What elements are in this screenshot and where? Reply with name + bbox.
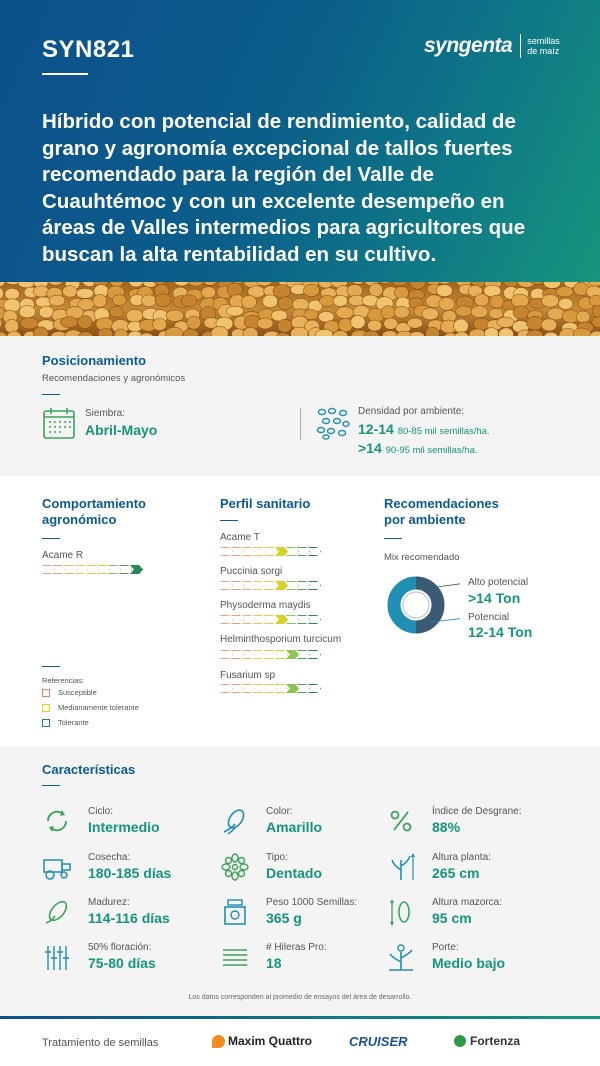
- trait-name: Fusarium sp: [220, 670, 276, 681]
- caracteristica-value: Intermedio: [88, 819, 160, 835]
- treatment-label: Tratamiento de semillas: [42, 1037, 159, 1049]
- legend-rule: [42, 666, 60, 667]
- plant-height-icon: [386, 852, 416, 882]
- legend-swatch: [42, 719, 50, 727]
- seed-density-icon: [316, 406, 350, 440]
- section-rule: [42, 538, 60, 539]
- caracteristica-label: Peso 1000 Semillas:: [266, 897, 358, 908]
- flowering-icon: [42, 942, 72, 972]
- recomendaciones-title-2: por ambiente: [384, 512, 466, 527]
- caracteristica-value: 75-80 días: [88, 955, 156, 971]
- corn-kernels-image: [0, 282, 600, 336]
- densidad-row-1: [358, 421, 490, 437]
- perfil-title: Perfil sanitario: [220, 496, 311, 511]
- densidad-2-detail: 90-95 mil semillas/ha.: [385, 445, 478, 456]
- caracteristica-value: 265 cm: [432, 865, 480, 881]
- recomendaciones-title-1: Recomendaciones: [384, 496, 499, 511]
- caracteristica-label: Altura planta:: [432, 852, 491, 863]
- syngenta-logo: [424, 34, 560, 58]
- densidad-1-value: 12-14: [358, 421, 394, 437]
- cycle-icon: [42, 806, 72, 836]
- donut-inner-ring: [403, 592, 429, 618]
- caracteristica-value: 88%: [432, 819, 461, 835]
- title-rule: [42, 73, 88, 75]
- trait-name: Helminthosporium turcicum: [220, 634, 342, 645]
- trait-scale: [220, 650, 319, 659]
- posicionamiento-subtitle: Recomendaciones y agronómicos: [42, 373, 186, 384]
- densidad-2-value: >14: [358, 440, 382, 456]
- footer-bar: [0, 1016, 600, 1019]
- trait-name: Puccinia sorgi: [220, 566, 283, 577]
- brand-maxim-label: Maxim Quattro: [228, 1034, 313, 1048]
- harvester-icon: [42, 852, 72, 882]
- section-rule: [384, 538, 402, 539]
- comportamiento-title: [42, 496, 146, 528]
- mix-subtitle: Mix recomendado: [384, 552, 460, 563]
- caracteristica-value: Amarillo: [266, 819, 323, 835]
- donut-slice-potencial: [394, 583, 416, 627]
- caracteristica-label: Color:: [266, 806, 293, 817]
- legend-swatch: [42, 704, 50, 712]
- trait-scale: [220, 547, 319, 556]
- trait-acame-r-name: Acame R: [42, 550, 84, 561]
- calendar-icon: [42, 406, 76, 440]
- kernel-type-icon: [220, 852, 250, 882]
- maxim-drop-icon: [212, 1035, 225, 1048]
- trait-acame-r-scale: [42, 565, 141, 574]
- potencial-value: 12-14 Ton: [468, 624, 533, 640]
- trait-scale: [220, 615, 319, 624]
- brand-fortenza: [454, 1034, 520, 1048]
- logo-sub-line-2: de maíz: [527, 46, 560, 56]
- caracteristica-value: 180-185 días: [88, 865, 172, 881]
- donut-slice-alto-potencial: [416, 583, 438, 627]
- corn-kernels-texture: [0, 282, 600, 336]
- densidad-1-detail: 80-85 mil semillas/ha.: [397, 426, 490, 437]
- logo-separator: [520, 34, 521, 58]
- trait-scale: [220, 581, 319, 590]
- trait-name: Physoderma maydis: [220, 600, 311, 611]
- legend-susceptible: [42, 688, 97, 697]
- percent-icon: [386, 806, 416, 836]
- rows-icon: [220, 942, 250, 972]
- logo-subtitle: [527, 36, 560, 56]
- caracteristica-label: Ciclo:: [88, 806, 114, 817]
- header-banner: [0, 0, 600, 282]
- legend-medianamente: [42, 703, 139, 712]
- scale-chevron: [220, 650, 233, 659]
- trait-scale: [220, 684, 319, 693]
- scale-icon: [220, 897, 250, 927]
- section-rule: [42, 785, 60, 786]
- caracteristicas-section: [0, 746, 600, 1016]
- product-name: SYN821: [42, 36, 135, 63]
- footnote: Los datos corresponden al promedio de ensayos del área de desarrollo.: [188, 994, 412, 1001]
- logo-word: syngenta: [424, 34, 513, 57]
- mix-donut-chart: [380, 570, 460, 640]
- siembra-label: Siembra:: [85, 408, 126, 419]
- legend-label: Medianamente tolerante: [58, 703, 139, 712]
- caracteristica-label: Altura mazorca:: [432, 897, 503, 908]
- densidad-row-2: [358, 440, 478, 456]
- scale-chevron: [220, 547, 233, 556]
- legend-tolerante: [42, 718, 89, 727]
- legend-swatch: [42, 689, 50, 697]
- cob-height-icon: [386, 897, 416, 927]
- densidad-label: Densidad por ambiente:: [358, 406, 465, 417]
- brand-maxim-quattro: [212, 1034, 312, 1048]
- caracteristica-label: Madurez:: [88, 897, 130, 908]
- brand-fortenza-label: Fortenza: [470, 1034, 521, 1048]
- caracteristica-value: Medio bajo: [432, 955, 506, 971]
- comportamiento-title-1: Comportamiento: [42, 496, 146, 511]
- caracteristica-value: 114-116 días: [88, 910, 170, 926]
- scale-chevron: [220, 684, 233, 693]
- caracteristica-label: Índice de Desgrane:: [432, 806, 522, 817]
- caracteristica-value: 18: [266, 955, 282, 971]
- corn-color-icon: [220, 806, 250, 836]
- caracteristica-label: # Hileras Pro:: [266, 942, 327, 953]
- caracteristica-value: 365 g: [266, 910, 302, 926]
- legend-label: Susceptible: [58, 688, 97, 697]
- caracteristica-label: Cosecha:: [88, 852, 131, 863]
- trait-name: Acame T: [220, 532, 260, 543]
- caracteristicas-title: Características: [42, 762, 136, 777]
- caracteristica-value: Dentado: [266, 865, 322, 881]
- caracteristica-value: 95 cm: [432, 910, 472, 926]
- plant-size-icon: [386, 942, 416, 972]
- scale-chevron: [220, 581, 233, 590]
- fortenza-leaf-icon: [454, 1035, 466, 1047]
- product-description: Híbrido con potencial de rendimiento, calidad de grano y agronomía excepcional de tallos fuertes recomendado para la región del Valle de Cuauhtémoc y con un excelente desempeño en áreas de Valles intermedios para agricultores que buscan la alta rentabilidad en su cultivo.: [42, 110, 526, 266]
- potencial-label: Potencial: [468, 612, 510, 623]
- section-rule: [42, 394, 60, 395]
- corn-cob-icon: [42, 897, 72, 927]
- section-rule: [220, 520, 238, 521]
- caracteristica-label: Porte:: [432, 942, 459, 953]
- comportamiento-title-2: agronómico: [42, 512, 117, 527]
- scale-chevron: [42, 565, 55, 574]
- brand-cruiser: [349, 1034, 408, 1049]
- brand-cruiser-label: CRUISER: [349, 1034, 408, 1049]
- caracteristica-label: Tipo:: [266, 852, 288, 863]
- alto-potencial-value: >14 Ton: [468, 590, 521, 606]
- caracteristica-label: 50% floración:: [88, 942, 152, 953]
- divider: [300, 408, 301, 440]
- logo-sub-line-1: semillas: [527, 36, 560, 46]
- legend-label: Tolerante: [58, 718, 89, 727]
- recomendaciones-title: [384, 496, 499, 528]
- alto-potencial-label: Alto potencial: [468, 577, 529, 588]
- siembra-value: Abril-Mayo: [85, 422, 158, 438]
- legend-title: Referencias:: [42, 676, 85, 685]
- posicionamiento-title: Posicionamiento: [42, 353, 147, 368]
- scale-chevron: [220, 615, 233, 624]
